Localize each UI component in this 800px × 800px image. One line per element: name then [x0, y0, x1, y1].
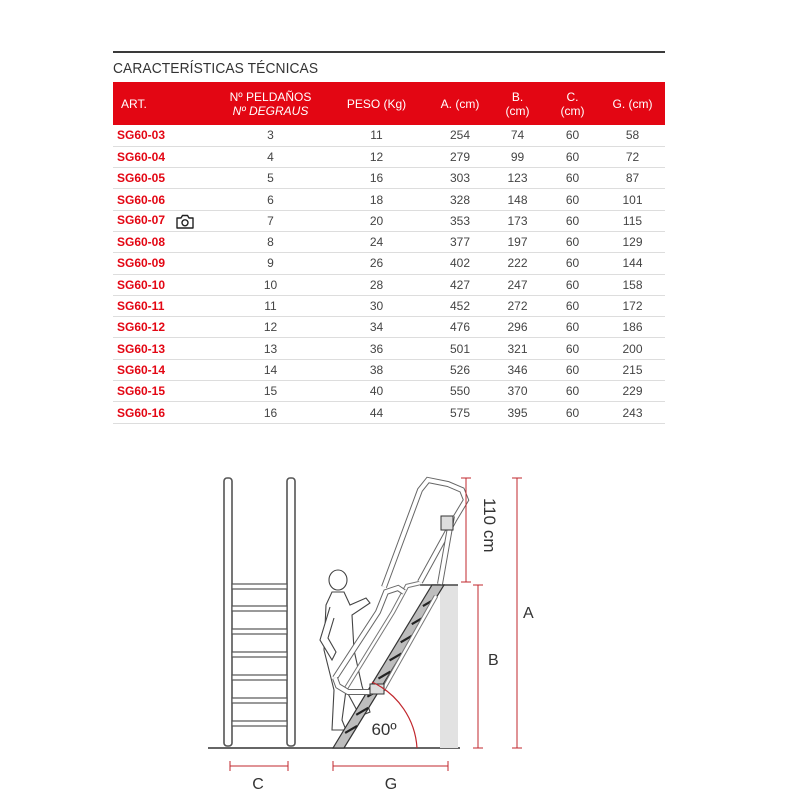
cell-c: 60 [545, 189, 600, 210]
cell-c: 60 [545, 168, 600, 189]
ladder-rung [232, 675, 287, 680]
cell-g: 186 [600, 317, 665, 338]
cell-steps: 13 [218, 338, 323, 359]
cell-c: 60 [545, 338, 600, 359]
cell-c: 60 [545, 125, 600, 146]
cell-a: 303 [430, 168, 490, 189]
cell-a: 550 [430, 381, 490, 402]
cell-steps: 14 [218, 359, 323, 380]
table-row [113, 338, 665, 359]
cell-weight: 30 [323, 295, 430, 316]
cell-c: 60 [545, 253, 600, 274]
cell-steps: 7 [218, 210, 323, 231]
cell-b: 197 [490, 231, 545, 252]
table-row [113, 146, 665, 167]
cell-b: 74 [490, 125, 545, 146]
cell-c: 60 [545, 295, 600, 316]
table-row [113, 210, 665, 231]
cell-a: 427 [430, 274, 490, 295]
cell-steps: 10 [218, 274, 323, 295]
cell-art: SG60-15 [113, 381, 218, 402]
cell-weight: 28 [323, 274, 430, 295]
cell-weight: 34 [323, 317, 430, 338]
cell-art: SG60-12 [113, 317, 218, 338]
cell-a: 575 [430, 402, 490, 423]
col-header-b: B. (cm) [505, 89, 530, 118]
table-header-row [113, 82, 665, 125]
cell-art: SG60-14 [113, 359, 218, 380]
cell-b: 346 [490, 359, 545, 380]
cell-steps: 5 [218, 168, 323, 189]
cell-weight: 12 [323, 146, 430, 167]
ladder-diagram [200, 462, 640, 800]
specs-table [113, 82, 665, 424]
ladder-rung [232, 721, 287, 726]
cell-weight: 11 [323, 125, 430, 146]
col-header-art: ART. [121, 96, 147, 111]
dim-g-label: G [384, 776, 398, 793]
cell-g: 72 [600, 146, 665, 167]
cell-c: 60 [545, 359, 600, 380]
cell-c: 60 [545, 274, 600, 295]
table-body [113, 125, 665, 423]
angle-label: 60º [371, 720, 397, 739]
table-row [113, 168, 665, 189]
cell-b: 222 [490, 253, 545, 274]
cell-b: 370 [490, 381, 545, 402]
camera-icon[interactable] [175, 214, 195, 229]
ladder-rung [232, 584, 287, 589]
cell-a: 353 [430, 210, 490, 231]
cell-c: 60 [545, 317, 600, 338]
cell-g: 229 [600, 381, 665, 402]
table-row [113, 253, 665, 274]
cell-art: SG60-06 [113, 189, 218, 210]
table-row [113, 317, 665, 338]
dim-b-label: B [488, 652, 499, 669]
col-header-g: G. (cm) [612, 96, 653, 111]
cell-art: SG60-05 [113, 168, 218, 189]
table-row [113, 402, 665, 423]
cell-g: 215 [600, 359, 665, 380]
cell-steps: 12 [218, 317, 323, 338]
ladder-rung [232, 652, 287, 657]
cell-c: 60 [545, 210, 600, 231]
cell-a: 476 [430, 317, 490, 338]
page-title: CARACTERÍSTICAS TÉCNICAS [113, 60, 319, 77]
table-row [113, 189, 665, 210]
cell-g: 158 [600, 274, 665, 295]
col-header-steps: Nº PELDAÑOS Nº DEGRAUS [229, 89, 312, 118]
table-row [113, 125, 665, 146]
cell-steps: 16 [218, 402, 323, 423]
cell-b: 148 [490, 189, 545, 210]
table-row [113, 231, 665, 252]
cell-steps: 8 [218, 231, 323, 252]
cell-steps: 15 [218, 381, 323, 402]
cell-weight: 20 [323, 210, 430, 231]
cell-g: 129 [600, 231, 665, 252]
cell-art: SG60-10 [113, 274, 218, 295]
cell-g: 101 [600, 189, 665, 210]
table-row [113, 295, 665, 316]
cell-a: 377 [430, 231, 490, 252]
cell-weight: 24 [323, 231, 430, 252]
cell-b: 99 [490, 146, 545, 167]
cell-g: 200 [600, 338, 665, 359]
cell-weight: 38 [323, 359, 430, 380]
cell-weight: 40 [323, 381, 430, 402]
cell-weight: 18 [323, 189, 430, 210]
cell-steps: 4 [218, 146, 323, 167]
cell-c: 60 [545, 146, 600, 167]
col-header-weight: PESO (Kg) [346, 96, 407, 111]
cell-g: 87 [600, 168, 665, 189]
front-view-ladder [224, 478, 295, 746]
dim-c-label: C [252, 776, 264, 793]
cell-weight: 26 [323, 253, 430, 274]
cell-g: 243 [600, 402, 665, 423]
cell-a: 402 [430, 253, 490, 274]
table-row [113, 359, 665, 380]
cell-a: 526 [430, 359, 490, 380]
cell-c: 60 [545, 402, 600, 423]
col-header-a: A. (cm) [440, 96, 480, 111]
cell-c: 60 [545, 231, 600, 252]
cell-art: SG60-07 [113, 210, 218, 231]
cell-weight: 36 [323, 338, 430, 359]
table-row [113, 274, 665, 295]
cell-b: 173 [490, 210, 545, 231]
cell-b: 247 [490, 274, 545, 295]
ladder-rung [232, 698, 287, 703]
cell-steps: 11 [218, 295, 323, 316]
cell-a: 279 [430, 146, 490, 167]
cell-weight: 44 [323, 402, 430, 423]
cell-steps: 3 [218, 125, 323, 146]
cell-a: 452 [430, 295, 490, 316]
ladder-rung [232, 606, 287, 611]
cell-b: 296 [490, 317, 545, 338]
table-row [113, 381, 665, 402]
cell-g: 58 [600, 125, 665, 146]
cell-g: 144 [600, 253, 665, 274]
handrail-height-label: 110 cm [480, 498, 499, 553]
ladder-rung [232, 629, 287, 634]
cell-art: SG60-11 [113, 295, 218, 316]
cell-art: SG60-16 [113, 402, 218, 423]
cell-art: SG60-03 [113, 125, 218, 146]
cell-art: SG60-08 [113, 231, 218, 252]
cell-b: 272 [490, 295, 545, 316]
cell-a: 254 [430, 125, 490, 146]
cell-b: 395 [490, 402, 545, 423]
dim-a-label: A [523, 605, 534, 622]
cell-c: 60 [545, 381, 600, 402]
cell-g: 172 [600, 295, 665, 316]
cell-b: 123 [490, 168, 545, 189]
cell-steps: 9 [218, 253, 323, 274]
cell-art: SG60-09 [113, 253, 218, 274]
cell-art: SG60-13 [113, 338, 218, 359]
col-header-c: C. (cm) [560, 89, 585, 118]
wall [440, 585, 458, 748]
cell-b: 321 [490, 338, 545, 359]
title-rule [113, 51, 665, 53]
cell-art: SG60-04 [113, 146, 218, 167]
cell-weight: 16 [323, 168, 430, 189]
cell-steps: 6 [218, 189, 323, 210]
cell-a: 328 [430, 189, 490, 210]
cell-g: 115 [600, 210, 665, 231]
cell-a: 501 [430, 338, 490, 359]
